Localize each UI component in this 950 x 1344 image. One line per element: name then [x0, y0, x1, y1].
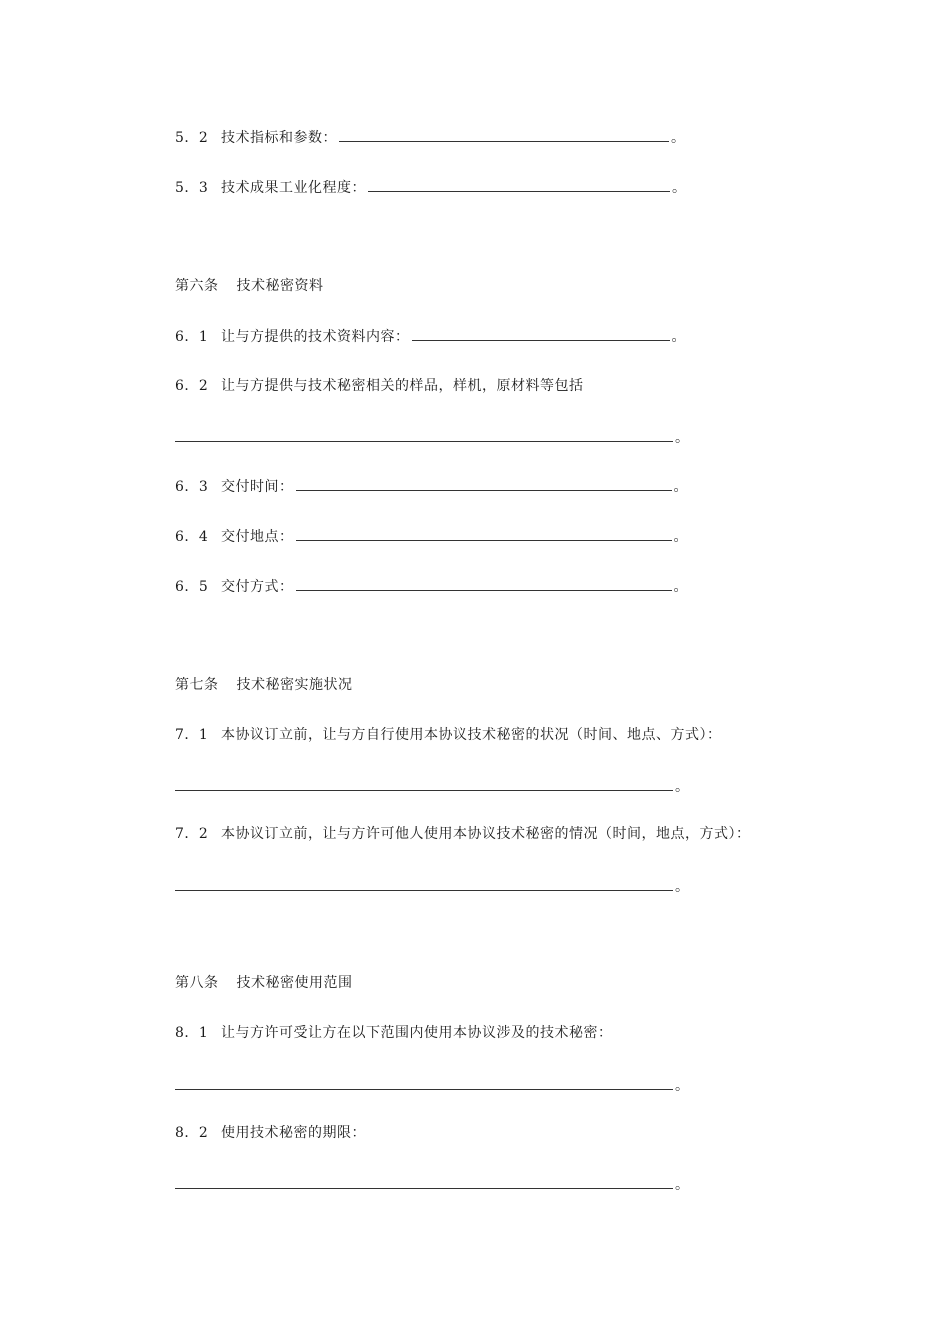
clause-8-1: [175, 1023, 613, 1043]
clause-end: 。: [675, 1078, 690, 1094]
clause-6-4: [175, 526, 688, 547]
fill-in-blank[interactable]: [296, 476, 672, 491]
clause-number: 6．5: [175, 579, 209, 595]
clause-7-1: [175, 725, 722, 745]
clause-number: 8．1: [175, 1025, 209, 1041]
clause-end: 。: [675, 779, 690, 795]
clause-end: 。: [671, 130, 686, 146]
clause-end: 。: [673, 479, 688, 495]
clause-text: 技术指标和参数：: [221, 130, 337, 146]
clause-text: 本协议订立前，让与方许可他人使用本协议技术秘密的情况（时间，地点，方式）：: [221, 826, 751, 842]
clause-6-5: [175, 576, 688, 597]
article-8-heading: [175, 973, 353, 993]
fill-in-blank[interactable]: [175, 876, 673, 891]
clause-6-1: [175, 326, 686, 347]
clause-5-3: [175, 177, 687, 198]
clause-6-2-blank-line: [175, 427, 690, 448]
clause-number: 6．1: [175, 329, 209, 345]
clause-end: 。: [675, 1177, 690, 1193]
article-number: 第八条: [175, 975, 219, 991]
clause-8-2-blank-line: [175, 1174, 690, 1195]
clause-7-2: [175, 824, 751, 844]
fill-in-blank[interactable]: [368, 177, 670, 192]
clause-7-2-blank-line: [175, 876, 690, 897]
clause-end: 。: [671, 329, 686, 345]
fill-in-blank[interactable]: [175, 1174, 673, 1189]
clause-end: 。: [672, 180, 687, 196]
clause-5-2: [175, 127, 686, 148]
clause-number: 8．2: [175, 1125, 209, 1141]
clause-6-3: [175, 476, 688, 497]
clause-text: 让与方提供的技术资料内容：: [221, 329, 410, 345]
clause-number: 6．4: [175, 529, 209, 545]
fill-in-blank[interactable]: [175, 427, 673, 442]
article-title: 技术秘密使用范围: [236, 975, 353, 991]
clause-number: 6．3: [175, 479, 209, 495]
article-title: 技术秘密资料: [236, 278, 324, 294]
clause-number: 5．3: [175, 180, 209, 196]
clause-text: 交付时间：: [221, 479, 294, 495]
clause-8-1-blank-line: [175, 1075, 690, 1096]
clause-number: 7．1: [175, 727, 209, 743]
fill-in-blank[interactable]: [175, 1075, 673, 1090]
fill-in-blank[interactable]: [412, 326, 670, 341]
clause-number: 6．2: [175, 378, 209, 394]
clause-text: 使用技术秘密的期限：: [221, 1125, 366, 1141]
fill-in-blank[interactable]: [175, 776, 673, 791]
clause-text: 技术成果工业化程度：: [221, 180, 366, 196]
clause-text: 交付方式：: [221, 579, 294, 595]
clause-number: 7．2: [175, 826, 209, 842]
clause-text: 交付地点：: [221, 529, 294, 545]
clause-end: 。: [675, 430, 690, 446]
article-number: 第七条: [175, 677, 219, 693]
article-number: 第六条: [175, 278, 219, 294]
clause-number: 5．2: [175, 130, 209, 146]
article-6-heading: [175, 276, 324, 296]
clause-end: 。: [673, 529, 688, 545]
clause-text: 本协议订立前，让与方自行使用本协议技术秘密的状况（时间、地点、方式）：: [221, 727, 722, 743]
clause-6-2: [175, 376, 584, 396]
article-7-heading: [175, 675, 353, 695]
clause-8-2: [175, 1123, 366, 1143]
article-title: 技术秘密实施状况: [236, 677, 353, 693]
fill-in-blank[interactable]: [296, 576, 672, 591]
clause-7-1-blank-line: [175, 776, 690, 797]
clause-end: 。: [675, 879, 690, 895]
fill-in-blank[interactable]: [296, 526, 672, 541]
clause-text: 让与方许可受让方在以下范围内使用本协议涉及的技术秘密：: [221, 1025, 613, 1041]
fill-in-blank[interactable]: [339, 127, 669, 142]
clause-text: 让与方提供与技术秘密相关的样品，样机，原材料等包括: [221, 378, 584, 394]
clause-end: 。: [673, 579, 688, 595]
